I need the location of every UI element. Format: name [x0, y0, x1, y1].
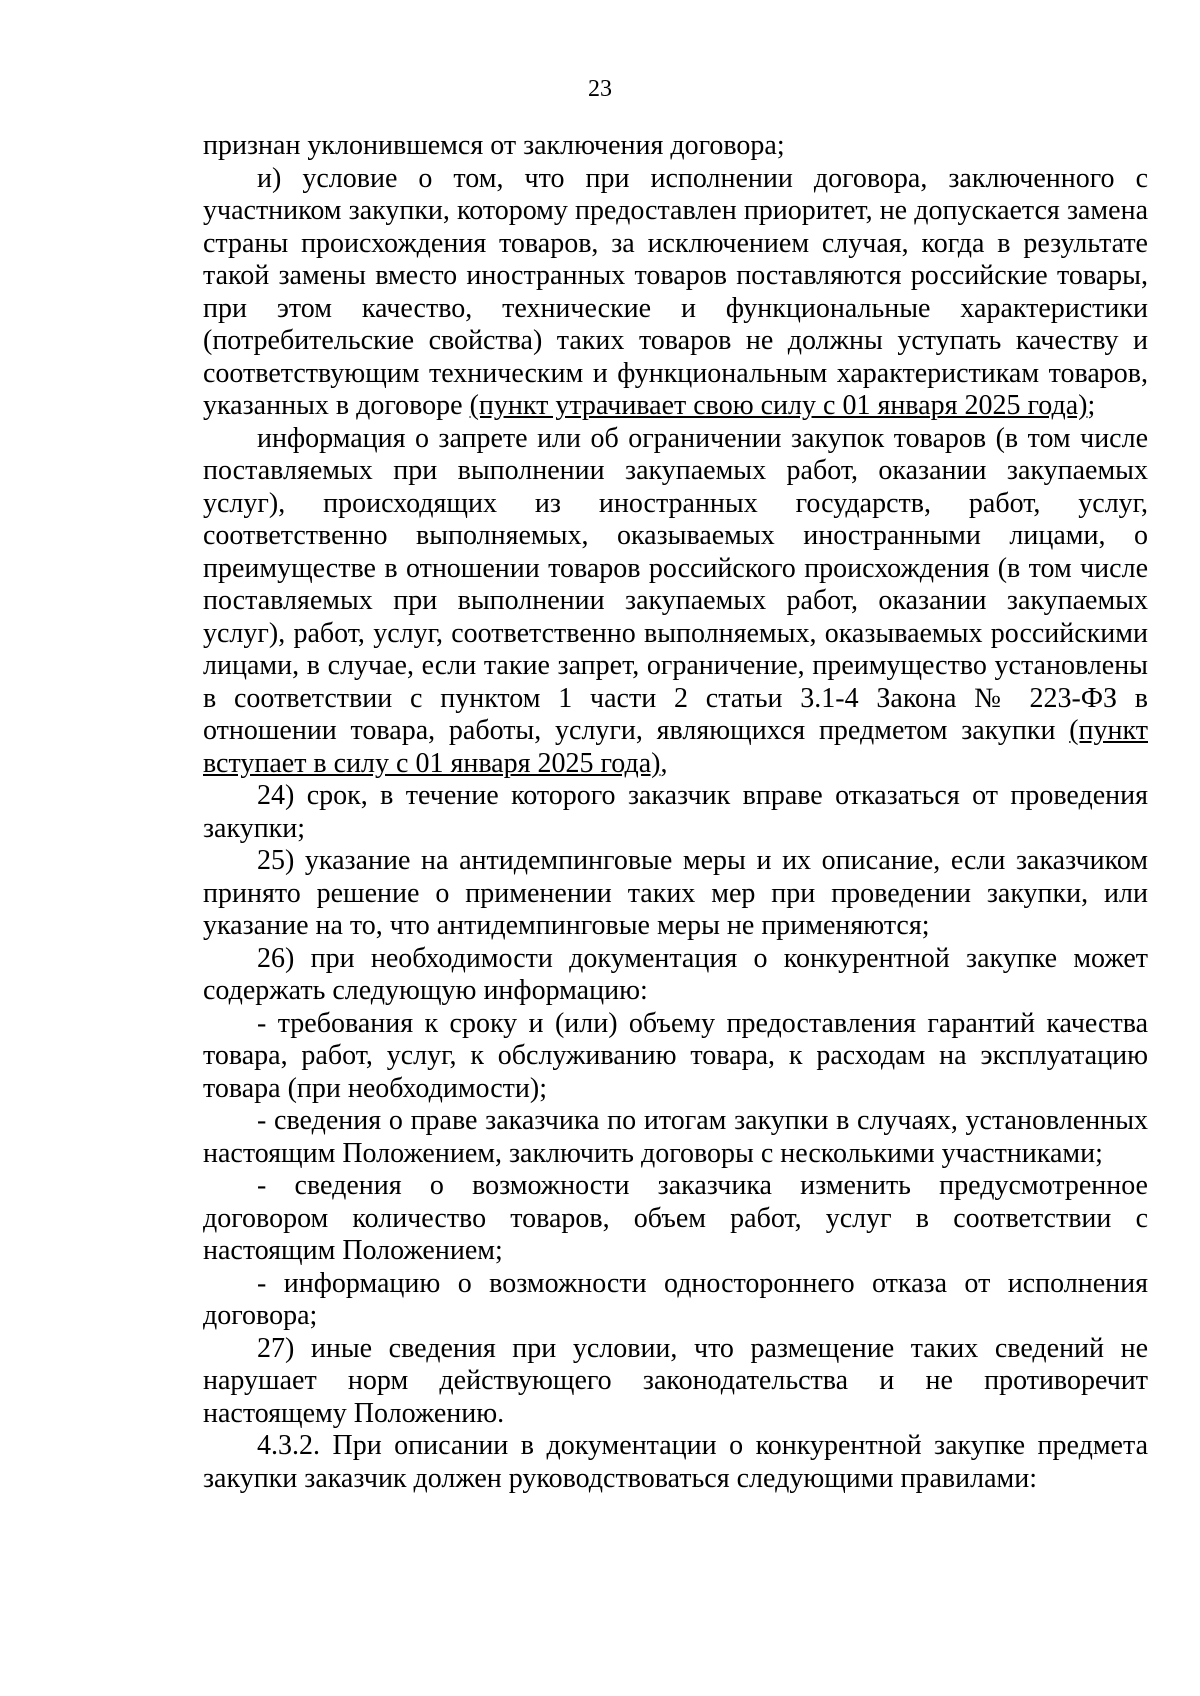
- paragraph-text: - информацию о возможности одностороннего отказа от исполнения договора;: [203, 1267, 1148, 1331]
- paragraph-item-25: [203, 845, 1148, 943]
- paragraph-text: - сведения о праве заказчика по итогам закупки в случаях, установленных настоящим Положением, заключить договоры с несколькими участниками;: [203, 1105, 1148, 1169]
- document-body: [203, 130, 1148, 1495]
- page-number: 23: [588, 76, 612, 102]
- paragraph-item-24: [203, 780, 1148, 845]
- paragraph-item-27: [203, 1333, 1148, 1431]
- paragraph-underlined-note: (пункт утрачивает свою силу с 01 января 2025 года): [469, 390, 1088, 421]
- paragraph-list-item: [203, 1105, 1148, 1170]
- paragraph-tail: ,: [660, 747, 668, 779]
- paragraph-text: информация о запрете или об ограничении закупок товаров (в том числе поставляемых при выполнении закупаемых работ, оказании закупаемых услуг), происходящих из иностранных государств, работ, услуг, соответственно выполняемых, оказываемых иностранными лицами, о преимуществе в отношении товаров российского происхождения (в том числе поставляемых при выполнении закупаемых работ, оказании закупаемых услуг), работ, услуг, соответственно выполняемых, оказываемых российскими лицами, в случае, если такие запрет, ограничение, преимущество установлены в соответствии с пунктом 1 части 2 статьи 3.1-4 Закона № 223-ФЗ в отношении товара, работы, услуги, являющихся предметом закупки: [203, 422, 1148, 746]
- paragraph-text: 4.3.2. При описании в документации о конкурентной закупке предмета закупки заказчик должен руководствоваться следующими правилами:: [203, 1430, 1148, 1494]
- paragraph-item-26: [203, 943, 1148, 1008]
- paragraph-text: 27) иные сведения при условии, что размещение таких сведений не нарушает норм действующего законодательства и не противоречит настоящему Положению.: [203, 1332, 1148, 1429]
- paragraph-section-4-3-2: [203, 1430, 1148, 1495]
- paragraph-tail: ;: [1087, 390, 1096, 421]
- paragraph-continuation: [203, 130, 1148, 163]
- paragraph-text: признан уклонившемся от заключения договора;: [203, 130, 785, 161]
- paragraph-list-item: [203, 1268, 1148, 1333]
- paragraph-text: 26) при необходимости документация о конкурентной закупке может содержать следующую информацию:: [203, 942, 1148, 1006]
- paragraph-text: - требования к сроку и (или) объему предоставления гарантий качества товара, работ, услуг, к обслуживанию товара, к расходам на эксплуатацию товара (при необходимости);: [203, 1007, 1148, 1104]
- paragraph-text: 25) указание на антидемпинговые меры и их описание, если заказчиком принято решение о применении таких мер при проведении закупки, или указание на то, что антидемпинговые меры не применяются;: [203, 845, 1148, 941]
- paragraph-list-item: [203, 1008, 1148, 1106]
- paragraph-text: 24) срок, в течение которого заказчик вправе отказаться от проведения закупки;: [203, 780, 1148, 844]
- paragraph-item-i: [203, 163, 1148, 423]
- paragraph-text: и) условие о том, что при исполнении договора, заключенного с участником закупки, которому предоставлен приоритет, не допускается замена страны происхождения товаров, за исключением случая, когда в результате такой замены вместо иностранных товаров поставляются российские товары, при этом качество, технические и функциональные характеристики (потребительские свойства) таких товаров не должны уступать качеству и соответствующим техническим и функциональным характеристикам товаров, указанных в договоре: [203, 162, 1148, 421]
- paragraph-list-item: [203, 1170, 1148, 1268]
- paragraph-text: - сведения о возможности заказчика изменить предусмотренное договором количество товаров, объем работ, услуг в соответствии с настоящим Положением;: [203, 1170, 1148, 1266]
- paragraph-underlined-note: (пункт вступает в силу с 01 января 2025 года): [203, 715, 1148, 779]
- paragraph-ban-info: [203, 423, 1148, 781]
